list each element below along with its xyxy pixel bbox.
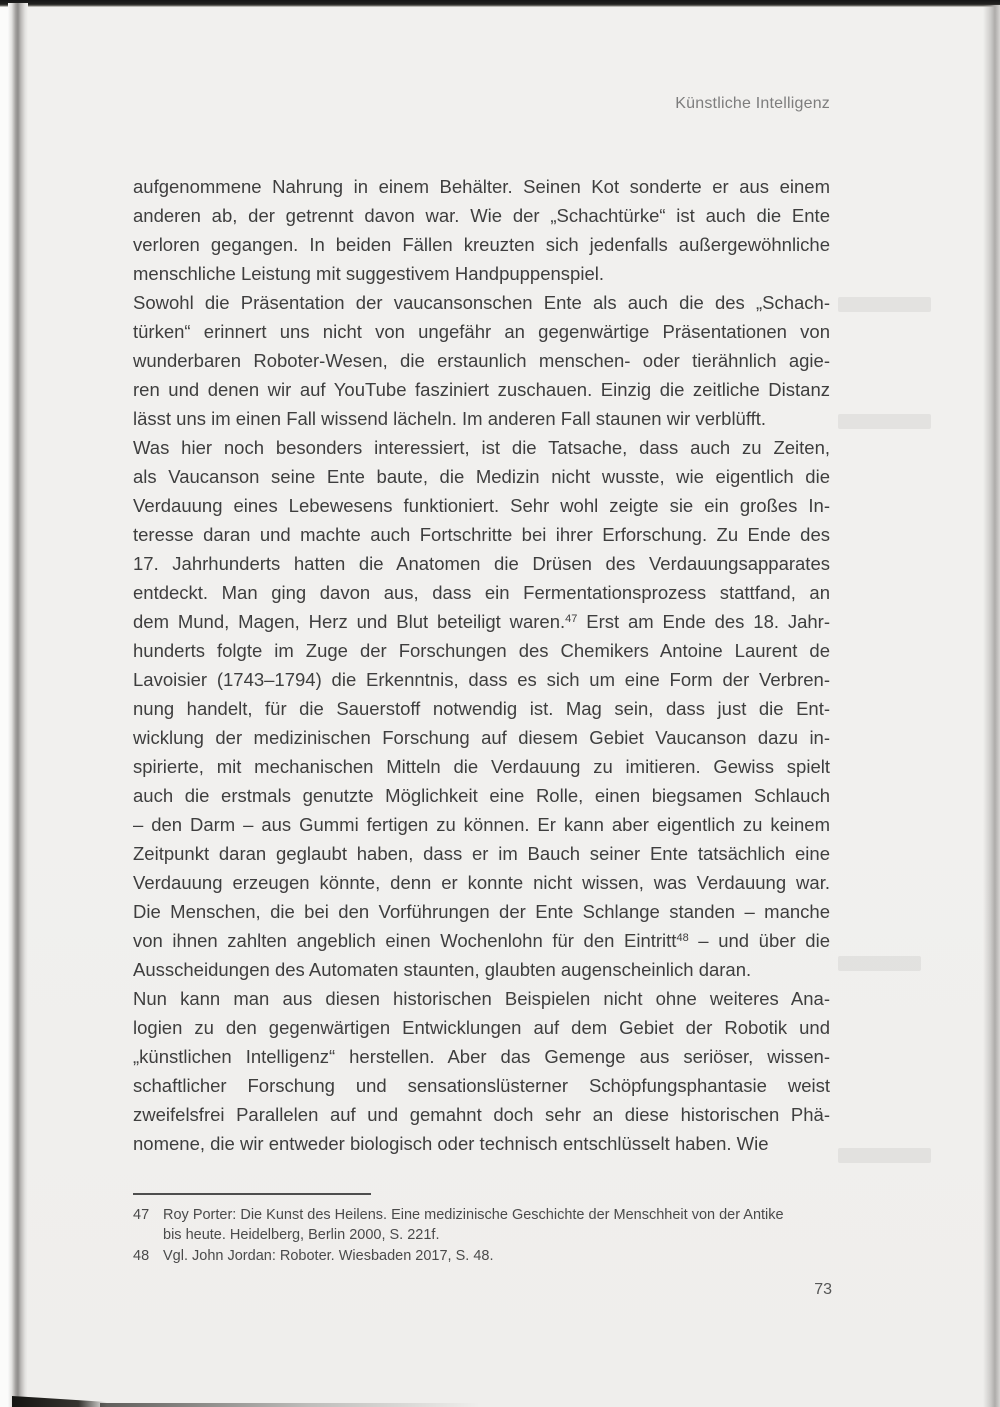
text-line: hunderts folgte im Zuge der Forschungen des Chemikers Antoine Laurent de [133, 640, 830, 661]
text-line: menschliche Leistung mit suggestivem Handpuppenspiel. [133, 263, 604, 284]
text-line: 17. Jahrhunderts hatten die Anatomen die Drüsen des Verdauungsapparates [133, 553, 830, 574]
footnote-number: 48 [133, 1248, 150, 1264]
footnote-number: 47 [133, 1207, 150, 1223]
footnote-reference: 47 [565, 613, 578, 625]
footnote-text [163, 1205, 835, 1245]
footnote-text [163, 1246, 835, 1266]
text-line: spirierte, mit mechanischen Mitteln die Verdauung zu imitieren. Gewiss spielt [133, 756, 830, 777]
text-line: anderen ab, der getrennt davon war. Wie der „Schachtürke“ ist auch die Ente [133, 205, 830, 226]
text-line: als Vaucanson seine Ente baute, die Medizin nicht wusste, wie eigentlich die [133, 466, 830, 487]
text-line: ren und denen wir auf YouTube fasziniert zuschauen. Einzig die zeitliche Distanz [133, 379, 830, 400]
text-line: Lavoisier (1743–1794) die Erkenntnis, dass es sich um eine Form der Verbren- [133, 669, 830, 690]
bleed-through-artifact [838, 414, 931, 429]
text-line: Verdauung erzeugen könnte, denn er konnte nicht wissen, was Verdauung war. [133, 872, 830, 893]
footnote [133, 1205, 835, 1245]
body-text [133, 172, 830, 1158]
text-line: logien zu den gegenwärtigen Entwicklungen auf dem Gebiet der Robotik und [133, 1017, 830, 1038]
text-line: Sowohl die Präsentation der vaucansonschen Ente als auch die des „Schach- [133, 292, 830, 313]
page-right-edge-shadow [983, 5, 1000, 1407]
text-line: zweifelsfrei Parallelen auf und gemahnt doch sehr an diese historischen Phä- [133, 1104, 830, 1125]
footnotes-section [133, 1205, 835, 1267]
bleed-through-artifact [838, 1148, 931, 1163]
text-line: Nun kann man aus diesen historischen Beispielen nicht ohne weiteres Ana- [133, 988, 830, 1009]
text-line: – den Darm – aus Gummi fertigen zu können. Er kann aber eigentlich zu keinem [133, 814, 830, 835]
text-line: Ausscheidungen des Automaten staunten, glaubten augenscheinlich daran. [133, 959, 752, 980]
text-line: Die Menschen, die bei den Vorführungen der Ente Schlange standen – manche [133, 901, 830, 922]
page-number: 73 [814, 1281, 832, 1298]
text-line: verloren gegangen. In beiden Fällen kreuzten sich jedenfalls außergewöhnliche [133, 234, 830, 255]
running-header: Künstliche Intelligenz [675, 95, 830, 112]
footnote-divider-rule [133, 1193, 371, 1195]
footnote-reference: 48 [676, 932, 689, 944]
text-line: entdeckt. Man ging davon aus, dass ein Fermentationsprozess stattfand, an [133, 582, 830, 603]
bleed-through-artifact [838, 297, 931, 312]
text-line: Was hier noch besonders interessiert, ist die Tatsache, dass auch zu Zeiten, [133, 437, 830, 458]
footnote-line: bis heute. Heidelberg, Berlin 2000, S. 221f. [163, 1227, 440, 1243]
text-line: wunderbaren Roboter-Wesen, die erstaunlich menschen- oder tierähnlich agie- [133, 350, 830, 371]
text-line: von ihnen zahlten angeblich einen Wochenlohn für den Eintritt$^{48}$ – und über die [133, 930, 830, 951]
text-line: lässt uns im einen Fall wissend lächeln. Im anderen Fall staunen wir verblüfft. [133, 408, 767, 429]
text-line: nomene, die wir entweder biologisch oder technisch entschlüsselt haben. Wie [133, 1133, 769, 1154]
text-line: nung handelt, für die Sauerstoff notwendig ist. Mag sein, dass just die Ent- [133, 698, 830, 719]
book-binding-shadow [8, 3, 28, 1407]
text-line: Verdauung eines Lebewesens funktioniert. Sehr wohl zeigte sie ein großes In- [133, 495, 830, 516]
text-line: wicklung der medizinischen Forschung auf diesem Gebiet Vaucanson dazu in- [133, 727, 830, 748]
text-line: aufgenommene Nahrung in einem Behälter. Seinen Kot sonderte er aus einem [133, 176, 830, 197]
text-line: auch die erstmals genutzte Möglichkeit eine Rolle, einen biegsamen Schlauch [133, 785, 830, 806]
scan-bottom-edge-line [100, 1403, 480, 1407]
bleed-through-artifact [838, 956, 921, 971]
text-line: türken“ erinnert uns nicht von ungefähr an gegenwärtige Präsentationen von [133, 321, 830, 342]
text-line: Zeitpunkt daran geglaubt haben, dass er im Bauch seiner Ente tatsächlich eine [133, 843, 830, 864]
text-line: schaftlicher Forschung und sensationslüsterner Schöpfungsphantasie weist [133, 1075, 830, 1096]
text-line: dem Mund, Magen, Herz und Blut beteiligt waren.$^{47}$ Erst am Ende des 18. Jahr- [133, 611, 830, 632]
footnote [133, 1246, 835, 1266]
footnote-line: Roy Porter: Die Kunst des Heilens. Eine medizinische Geschichte der Menschheit von der Antike [163, 1207, 784, 1223]
text-line: „künstlichen Intelligenz“ herstellen. Aber das Gemenge aus seriöser, wissen- [133, 1046, 830, 1067]
text-line: teresse daran und machte auch Fortschritte bei ihrer Erforschung. Zu Ende des [133, 524, 830, 545]
footnote-line: Vgl. John Jordan: Roboter. Wiesbaden 2017, S. 48. [163, 1248, 494, 1264]
scan-top-edge [0, 0, 1000, 7]
